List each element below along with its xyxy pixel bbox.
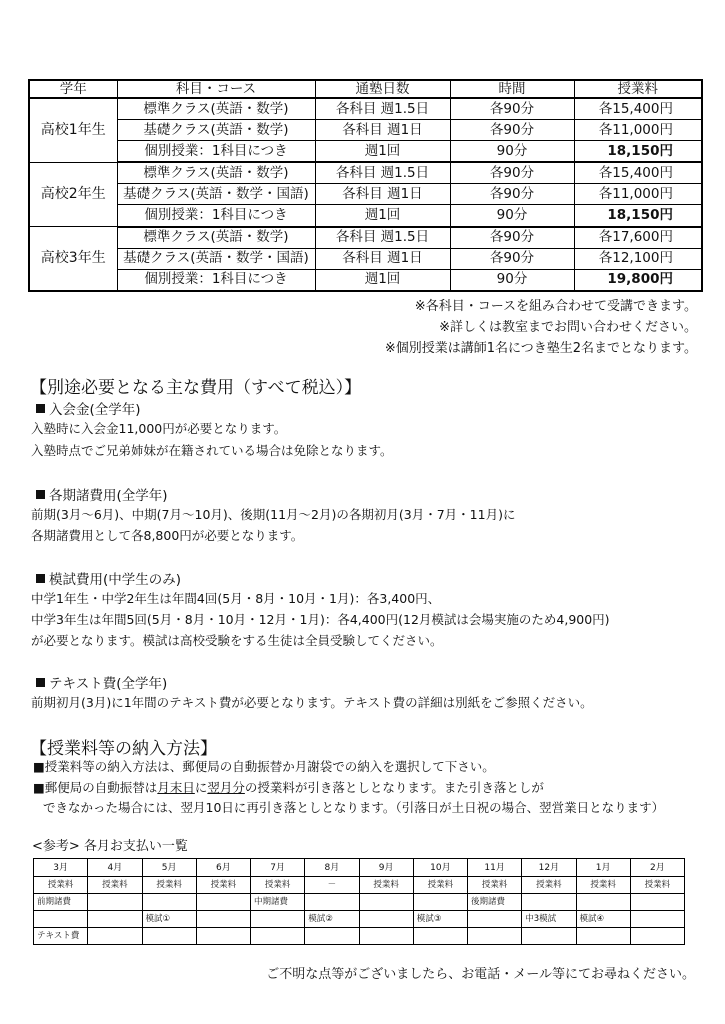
month-cell: [142, 928, 196, 945]
table-row: [29, 162, 702, 184]
time-cell: 各90分: [450, 227, 574, 249]
month-cell: 授業料: [196, 877, 250, 894]
text-fee-line: 前期初月(3月)に1年間のテキスト費が必要となります。テキスト費の詳細は別紙をご参照ください。: [31, 695, 593, 710]
month-cell: 模試②: [305, 911, 359, 928]
month-header: 8月: [305, 859, 359, 877]
month-header: 12月: [522, 859, 576, 877]
table-row: [34, 877, 685, 894]
days-cell: 各科目 週1.5日: [315, 162, 450, 184]
fee-cell: 各12,100円: [574, 248, 702, 269]
month-cell: [88, 928, 142, 945]
month-cell: 中3模試: [522, 911, 576, 928]
days-cell: 各科目 週1日: [315, 120, 450, 141]
month-cell: 授業料: [630, 877, 684, 894]
month-cell: [468, 928, 522, 945]
month-header: 11月: [468, 859, 522, 877]
month-cell: [251, 928, 305, 945]
month-header: 6月: [196, 859, 250, 877]
month-cell: 授業料: [34, 877, 88, 894]
time-cell: 各90分: [450, 248, 574, 269]
month-cell: 模試①: [142, 911, 196, 928]
mock-heading: [36, 568, 181, 588]
fee-cell: 各11,000円: [574, 184, 702, 205]
month-cell: 授業料: [468, 877, 522, 894]
month-cell: [251, 911, 305, 928]
month-cell: 後期諸費: [468, 894, 522, 911]
month-cell: －: [305, 877, 359, 894]
table-row: [29, 120, 702, 141]
month-cell: [576, 928, 630, 945]
month-cell: [576, 894, 630, 911]
month-cell: 授業料: [251, 877, 305, 894]
month-cell: [413, 928, 467, 945]
course-cell: 標準クラス(英語・数学): [117, 162, 315, 184]
term-heading: [36, 484, 168, 504]
table-row: [29, 269, 702, 291]
table-row: [29, 98, 702, 120]
month-cell: 模試④: [576, 911, 630, 928]
days-cell: 各科目 週1.5日: [315, 98, 450, 120]
enrollment-line: 入塾時に入会金11,000円が必要となります。: [31, 421, 287, 436]
month-cell: 前期諸費: [34, 894, 88, 911]
fee-cell: 各17,600円: [574, 227, 702, 249]
month-cell: 模試③: [413, 911, 467, 928]
header-fee: 授業料: [574, 80, 702, 98]
payment-line-2-pre: ■郵便局の自動振替は: [33, 780, 158, 795]
payment-line-2-mid: に: [194, 780, 208, 795]
monthly-payment-table: [33, 858, 685, 945]
month-cell: [413, 894, 467, 911]
term-heading-text: 各期諸費用(全学年): [49, 488, 168, 504]
table-row: [29, 184, 702, 205]
header-time: 時間: [450, 80, 574, 98]
table-row: [29, 141, 702, 163]
month-cell: 授業料: [576, 877, 630, 894]
fees-section-title: 【別途必要となる主な費用（すべて税込）】: [30, 378, 362, 398]
tuition-table: [28, 79, 703, 292]
month-header: 3月: [34, 859, 88, 877]
course-cell: 標準クラス(英語・数学): [117, 98, 315, 120]
month-cell: [196, 894, 250, 911]
time-cell: 90分: [450, 205, 574, 227]
closing-message: ご不明な点等がございましたら、お電話・メール等にてお尋ねください。: [266, 967, 695, 982]
fee-cell: 19,800円: [574, 269, 702, 291]
table-row: [34, 911, 685, 928]
time-cell: 90分: [450, 141, 574, 163]
course-cell: 基礎クラス(英語・数学・国語): [117, 184, 315, 205]
table-row: [34, 894, 685, 911]
fee-cell: 各15,400円: [574, 162, 702, 184]
time-cell: 各90分: [450, 120, 574, 141]
square-bullet-icon: [36, 404, 45, 413]
grade-cell: 高校2年生: [29, 162, 117, 226]
days-cell: 週1回: [315, 269, 450, 291]
month-cell: [630, 928, 684, 945]
month-cell: [88, 911, 142, 928]
grade-cell: 高校1年生: [29, 98, 117, 162]
time-cell: 各90分: [450, 98, 574, 120]
course-cell: 個別授業：1科目につき: [117, 141, 315, 163]
payment-line-3: できなかった場合には、翌月10日に再引き落としとなります。（引落日が土日祝の場合、翌営業日となります）: [43, 800, 665, 815]
header-days: 通塾日数: [315, 80, 450, 98]
header-course: 科目・コース: [117, 80, 315, 98]
enrollment-heading-text: 入会金(全学年): [49, 402, 141, 418]
time-cell: 各90分: [450, 184, 574, 205]
days-cell: 週1回: [315, 205, 450, 227]
grade-cell: 高校3年生: [29, 227, 117, 291]
payment-line-2-post: の授業料が引き落としとなります。また引き落としが: [244, 780, 544, 795]
enrollment-heading: [36, 398, 141, 418]
month-header: 7月: [251, 859, 305, 877]
month-cell: [359, 911, 413, 928]
month-cell: [196, 911, 250, 928]
fee-cell: 18,150円: [574, 205, 702, 227]
payment-next-month: 翌月分: [207, 780, 245, 795]
month-header: 5月: [142, 859, 196, 877]
days-cell: 週1回: [315, 141, 450, 163]
month-cell: [88, 894, 142, 911]
payment-line-1: ■授業料等の納入方法は、郵便局の自動振替か月謝袋での納入を選択して下さい。: [33, 759, 495, 774]
month-header: 10月: [413, 859, 467, 877]
month-cell: [359, 894, 413, 911]
month-header: 1月: [576, 859, 630, 877]
table-row: [29, 248, 702, 269]
month-header: 4月: [88, 859, 142, 877]
month-cell: [34, 911, 88, 928]
payment-section-title: 【授業料等の納入方法】: [30, 739, 217, 759]
enrollment-line: 入塾時点でご兄弟姉妹が在籍されている場合は免除となります。: [31, 443, 393, 458]
mock-line: が必要となります。模試は高校受験をする生徒は全員受験してください。: [31, 633, 443, 648]
table-row: [29, 227, 702, 249]
month-cell: [359, 928, 413, 945]
month-cell: 授業料: [142, 877, 196, 894]
mock-heading-text: 模試費用(中学生のみ): [49, 572, 182, 588]
fee-cell: 18,150円: [574, 141, 702, 163]
course-cell: 基礎クラス(英語・数学): [117, 120, 315, 141]
tuition-header-row: [29, 80, 702, 98]
mock-line: 中学3年生は年間5回(5月・8月・10月・12月・1月)：各4,400円(12月模試は会場実施のため4,900円): [31, 612, 610, 627]
square-bullet-icon: [36, 678, 45, 687]
text-fee-heading: [36, 672, 167, 692]
header-grade: 学年: [29, 80, 117, 98]
square-bullet-icon: [36, 574, 45, 583]
month-cell: 中期諸費: [251, 894, 305, 911]
payment-line-2: [33, 778, 544, 796]
month-cell: [630, 911, 684, 928]
note-inquiry: ※詳しくは教室までお問い合わせください。: [439, 320, 697, 335]
month-cell: [196, 928, 250, 945]
reference-title: <参考> 各月お支払い一覧: [32, 839, 188, 854]
square-bullet-icon: [36, 490, 45, 499]
days-cell: 各科目 週1.5日: [315, 227, 450, 249]
term-line: 各期諸費用として各8,800円が必要となります。: [31, 528, 304, 543]
month-header: 2月: [630, 859, 684, 877]
month-cell: テキスト費: [34, 928, 88, 945]
month-cell: 授業料: [359, 877, 413, 894]
month-cell: [522, 894, 576, 911]
month-cell: 授業料: [522, 877, 576, 894]
month-header-row: [34, 859, 685, 877]
course-cell: 個別授業：1科目につき: [117, 269, 315, 291]
course-cell: 標準クラス(英語・数学): [117, 227, 315, 249]
month-cell: [468, 911, 522, 928]
payment-month-end: 月末日: [157, 780, 195, 795]
table-row: [34, 928, 685, 945]
days-cell: 各科目 週1日: [315, 248, 450, 269]
month-cell: 授業料: [413, 877, 467, 894]
note-combine: ※各科目・コースを組み合わせて受講できます。: [414, 299, 697, 314]
month-cell: 授業料: [88, 877, 142, 894]
course-cell: 基礎クラス(英語・数学・国語): [117, 248, 315, 269]
fee-cell: 各15,400円: [574, 98, 702, 120]
month-cell: [522, 928, 576, 945]
month-cell: [305, 894, 359, 911]
month-cell: [142, 894, 196, 911]
time-cell: 各90分: [450, 162, 574, 184]
text-fee-heading-text: テキスト費(全学年): [49, 676, 168, 692]
fee-cell: 各11,000円: [574, 120, 702, 141]
table-row: [29, 205, 702, 227]
month-cell: [630, 894, 684, 911]
month-cell: [305, 928, 359, 945]
days-cell: 各科目 週1日: [315, 184, 450, 205]
note-private: ※個別授業は講師1名につき塾生2名までとなります。: [384, 341, 697, 356]
term-line: 前期(3月～6月)、中期(7月～10月)、後期(11月～2月)の各期初月(3月・7月・11月)に: [31, 507, 516, 522]
course-cell: 個別授業：1科目につき: [117, 205, 315, 227]
mock-line: 中学1年生・中学2年生は年間4回(5月・8月・10月・1月)：各3,400円、: [31, 591, 441, 606]
time-cell: 90分: [450, 269, 574, 291]
month-header: 9月: [359, 859, 413, 877]
